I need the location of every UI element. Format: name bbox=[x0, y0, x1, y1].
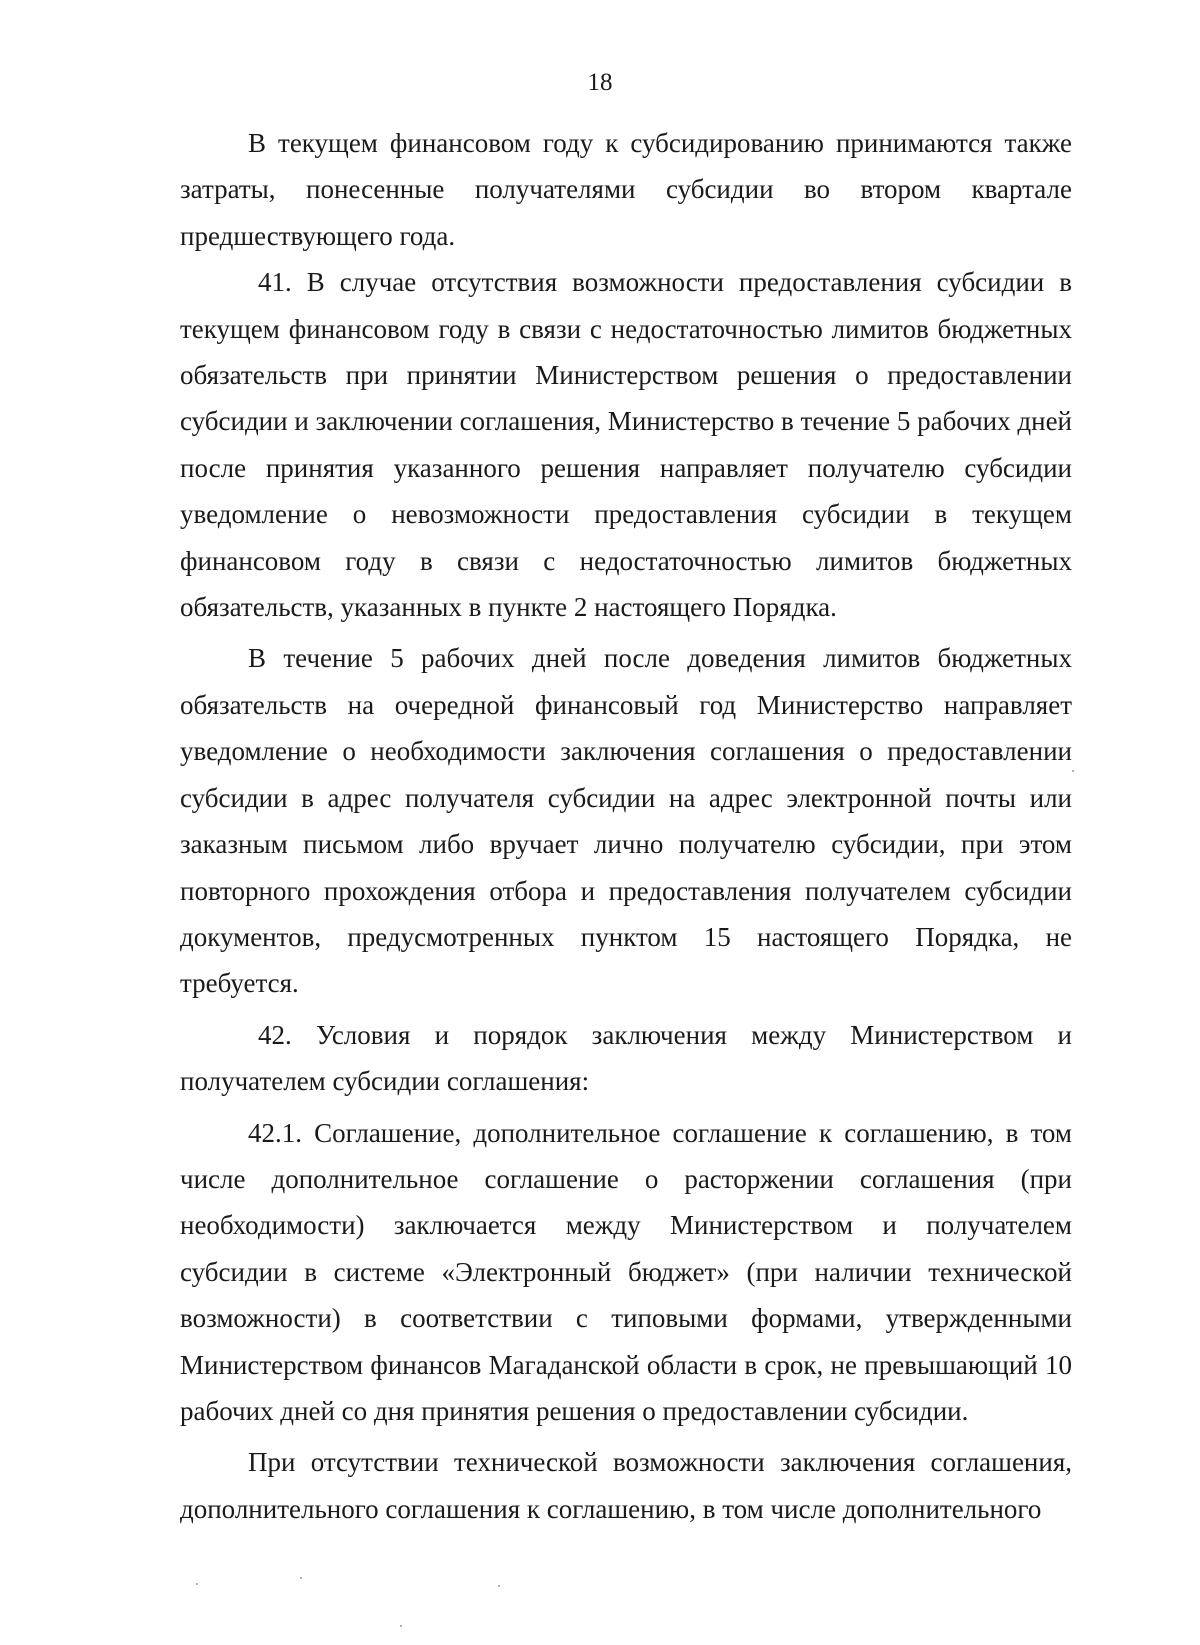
scan-speck bbox=[196, 1583, 198, 1585]
page-number: 18 bbox=[587, 69, 613, 96]
paragraph-no-technical-possibility: При отсутствии технической возможности заключения соглашения, дополнительного соглашения к соглашению, в том числе дополнительного bbox=[180, 1447, 1072, 1524]
scan-speck bbox=[1072, 770, 1074, 772]
paragraph-notification: В течение 5 рабочих дней после доведения лимитов бюджетных обязательств на очередной финансовый год Министерство направляет уведомление о необходимости заключения соглашения о предоставлении субсидии в адрес получателя субсидии на адрес электронной почты или заказным письмом либо вручает лично получателю субсидии, при этом повторного прохождения отбора и предоставления получателем субсидии документов, предусмотренных пунктом 15 настоящего Порядка, не требуется. bbox=[180, 643, 1072, 999]
scan-speck bbox=[498, 1585, 500, 1587]
paragraph-42-1: 42.1. Соглашение, дополнительное соглашение к соглашению, в том числе дополнительное соглашение о расторжении соглашения (при необходимости) заключается между Министерством и получателем субсидии в системе «Электронный бюджет» (при наличии технической возможности) в соответствии с типовыми формами, утвержденными Министерством финансов Магаданской области в срок, не превышающий 10 рабочих дней со дня принятия решения о предоставлении субсидии. bbox=[180, 1117, 1072, 1426]
paragraph-42: 42. Условия и порядок заключения между Министерством и получателем субсидии соглашения: bbox=[180, 1019, 1072, 1097]
scan-speck bbox=[300, 1577, 302, 1579]
paragraph-41: 41. В случае отсутствия возможности предоставления субсидии в текущем финансовом году в связи с недостаточностью лимитов бюджетных обязательств при принятии Министерством решения о предоставлении субсидии и заключении соглашения, Министерство в течение 5 рабочих дней после принятия указанного решения направляет получателю субсидии уведомление о невозможности предоставления субсидии в текущем финансовом году в связи с недостаточностью лимитов бюджетных обязательств, указанных в пункте 2 настоящего Порядка. bbox=[180, 267, 1073, 623]
paragraph-current-year-costs: В текущем финансовом году к субсидированию принимаются также затраты, понесенные получателями субсидии во втором квартале предшествующего года. bbox=[180, 128, 1072, 251]
document-body bbox=[180, 120, 1072, 1532]
scan-speck bbox=[400, 1625, 402, 1627]
